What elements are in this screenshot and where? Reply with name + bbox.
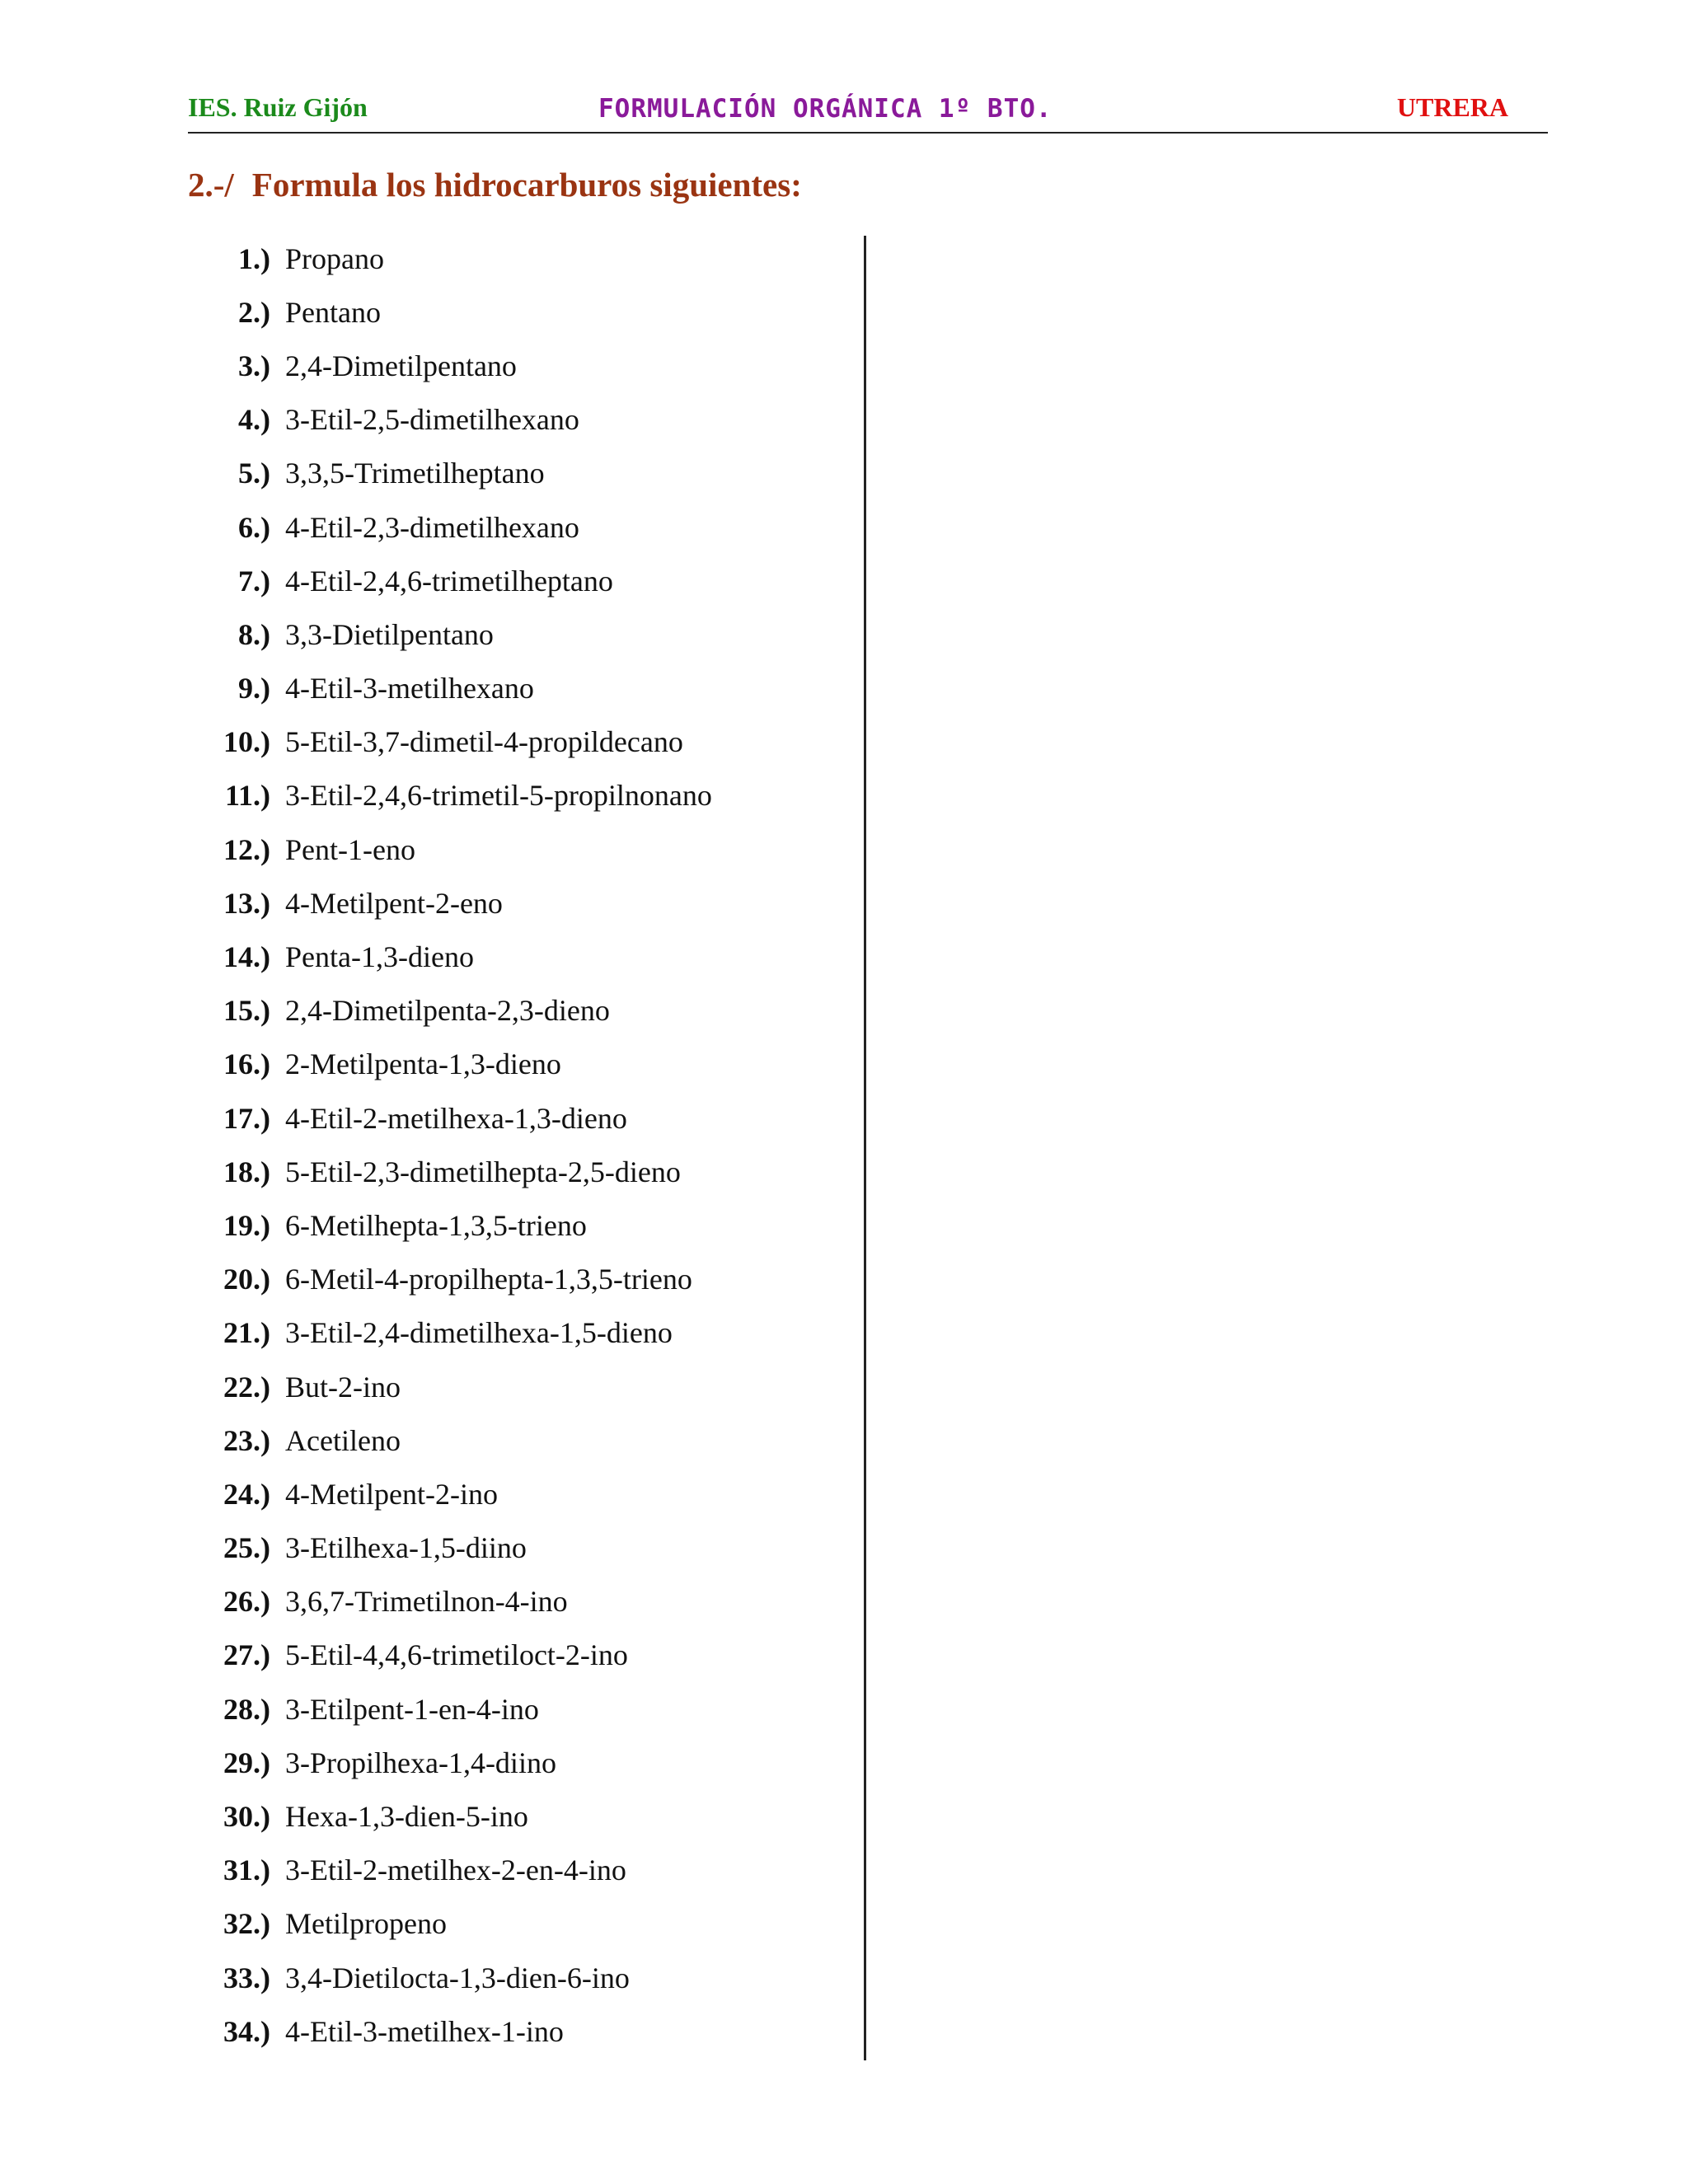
item-number: 22.) <box>223 1370 270 1404</box>
list-item <box>148 2004 712 2058</box>
list-item <box>148 823 712 876</box>
page-header <box>188 92 1548 134</box>
list-item <box>148 232 712 285</box>
list-item <box>148 1145 712 1198</box>
item-number: 15.) <box>223 994 270 1028</box>
item-compound-name: Pentano <box>285 295 381 329</box>
item-number: 33.) <box>223 1961 270 1994</box>
item-compound-name: 6-Metilhepta-1,3,5-trieno <box>285 1208 587 1242</box>
list-item <box>148 1360 712 1413</box>
section-number: 2.-/ <box>188 166 234 204</box>
item-number: 27.) <box>223 1638 270 1672</box>
item-number: 23.) <box>223 1423 270 1457</box>
item-number: 25.) <box>223 1531 270 1565</box>
item-number: 9.) <box>238 672 270 705</box>
list-item <box>148 876 712 930</box>
item-compound-name: 4-Etil-2,4,6-trimetilheptano <box>285 564 613 598</box>
list-item <box>148 1091 712 1145</box>
item-compound-name: 3-Etil-2-metilhex-2-en-4-ino <box>285 1854 626 1887</box>
item-number: 26.) <box>223 1585 270 1619</box>
header-subject: FORMULACIÓN ORGÁNICA 1º BTO. <box>598 94 1053 124</box>
list-item <box>148 715 712 769</box>
column-divider <box>864 236 866 2060</box>
item-compound-name: 3,3-Dietilpentano <box>285 617 494 651</box>
item-compound-name: 3-Etil-2,5-dimetilhexano <box>285 403 579 437</box>
item-number: 7.) <box>238 564 270 598</box>
item-compound-name: 3-Etilhexa-1,5-diino <box>285 1531 527 1565</box>
item-compound-name: 4-Etil-3-metilhex-1-ino <box>285 2014 564 2048</box>
list-item <box>148 1736 712 1789</box>
item-compound-name: 2,4-Dimetilpenta-2,3-dieno <box>285 994 610 1028</box>
item-number: 4.) <box>238 403 270 437</box>
item-compound-name: 3-Etil-2,4,6-trimetil-5-propilnonano <box>285 779 712 813</box>
item-compound-name: Hexa-1,3-dien-5-ino <box>285 1800 528 1834</box>
item-compound-name: 3,6,7-Trimetilnon-4-ino <box>285 1585 568 1619</box>
item-compound-name: 3-Etilpent-1-en-4-ino <box>285 1692 539 1726</box>
item-compound-name: Propano <box>285 241 384 275</box>
list-item <box>148 930 712 983</box>
item-compound-name: 3-Propilhexa-1,4-diino <box>285 1746 556 1779</box>
list-item <box>148 393 712 447</box>
list-item <box>148 1575 712 1629</box>
list-item <box>148 984 712 1038</box>
item-number: 28.) <box>223 1692 270 1726</box>
list-item <box>148 1467 712 1521</box>
item-compound-name: Acetileno <box>285 1423 401 1457</box>
item-compound-name: 2,4-Dimetilpentano <box>285 349 517 382</box>
item-compound-name: 5-Etil-4,4,6-trimetiloct-2-ino <box>285 1638 628 1672</box>
list-item <box>148 1897 712 1951</box>
list-item <box>148 1038 712 1091</box>
list-item <box>148 339 712 392</box>
item-number: 29.) <box>223 1746 270 1779</box>
item-compound-name: But-2-ino <box>285 1370 401 1404</box>
item-number: 2.) <box>238 295 270 329</box>
item-compound-name: Penta-1,3-dieno <box>285 940 474 974</box>
item-number: 8.) <box>238 617 270 651</box>
list-item <box>148 285 712 339</box>
item-number: 11.) <box>224 779 270 813</box>
item-compound-name: 4-Etil-2,3-dimetilhexano <box>285 510 579 544</box>
list-item <box>148 1253 712 1306</box>
item-compound-name: Metilpropeno <box>285 1907 447 1941</box>
list-item <box>148 1198 712 1252</box>
list-item <box>148 662 712 715</box>
item-number: 5.) <box>238 457 270 490</box>
list-item <box>148 1844 712 1897</box>
section-title <box>188 165 802 204</box>
list-item <box>148 1951 712 2004</box>
list-item <box>148 607 712 661</box>
item-compound-name: 3,4-Dietilocta-1,3-dien-6-ino <box>285 1961 630 1994</box>
list-item <box>148 1306 712 1360</box>
item-compound-name: 4-Metilpent-2-ino <box>285 1477 498 1511</box>
header-town: UTRERA <box>1396 92 1508 122</box>
list-item <box>148 500 712 554</box>
hydrocarbon-list <box>148 232 712 2058</box>
item-compound-name: 3,3,5-Trimetilheptano <box>285 457 545 490</box>
item-number: 12.) <box>223 832 270 866</box>
item-number: 1.) <box>238 241 270 275</box>
item-number: 3.) <box>238 349 270 382</box>
list-item <box>148 1682 712 1736</box>
item-compound-name: 5-Etil-2,3-dimetilhepta-2,5-dieno <box>285 1155 681 1188</box>
item-number: 16.) <box>223 1047 270 1081</box>
item-number: 21.) <box>223 1316 270 1350</box>
item-number: 17.) <box>223 1101 270 1135</box>
item-compound-name: Pent-1-eno <box>285 832 415 866</box>
list-item <box>148 1413 712 1467</box>
header-school: IES. Ruiz Gijón <box>188 92 368 122</box>
item-compound-name: 5-Etil-3,7-dimetil-4-propildecano <box>285 725 683 759</box>
item-number: 31.) <box>223 1854 270 1887</box>
item-compound-name: 2-Metilpenta-1,3-dieno <box>285 1047 561 1081</box>
list-item <box>148 769 712 823</box>
item-number: 24.) <box>223 1477 270 1511</box>
item-number: 10.) <box>223 725 270 759</box>
item-compound-name: 4-Etil-3-metilhexano <box>285 672 534 705</box>
item-compound-name: 4-Etil-2-metilhexa-1,3-dieno <box>285 1101 627 1135</box>
item-number: 6.) <box>238 510 270 544</box>
item-number: 34.) <box>223 2014 270 2048</box>
item-number: 32.) <box>223 1907 270 1941</box>
item-number: 20.) <box>223 1263 270 1296</box>
item-compound-name: 6-Metil-4-propilhepta-1,3,5-trieno <box>285 1263 692 1296</box>
item-number: 19.) <box>223 1208 270 1242</box>
item-number: 30.) <box>223 1800 270 1834</box>
list-item <box>148 1789 712 1843</box>
item-number: 18.) <box>223 1155 270 1188</box>
list-item <box>148 1629 712 1682</box>
item-number: 13.) <box>223 886 270 920</box>
list-item <box>148 1521 712 1575</box>
section-heading: Formula los hidrocarburos siguientes: <box>251 166 802 204</box>
list-item <box>148 554 712 607</box>
item-compound-name: 4-Metilpent-2-eno <box>285 886 503 920</box>
item-number: 14.) <box>223 940 270 974</box>
list-item <box>148 447 712 500</box>
item-compound-name: 3-Etil-2,4-dimetilhexa-1,5-dieno <box>285 1316 673 1350</box>
